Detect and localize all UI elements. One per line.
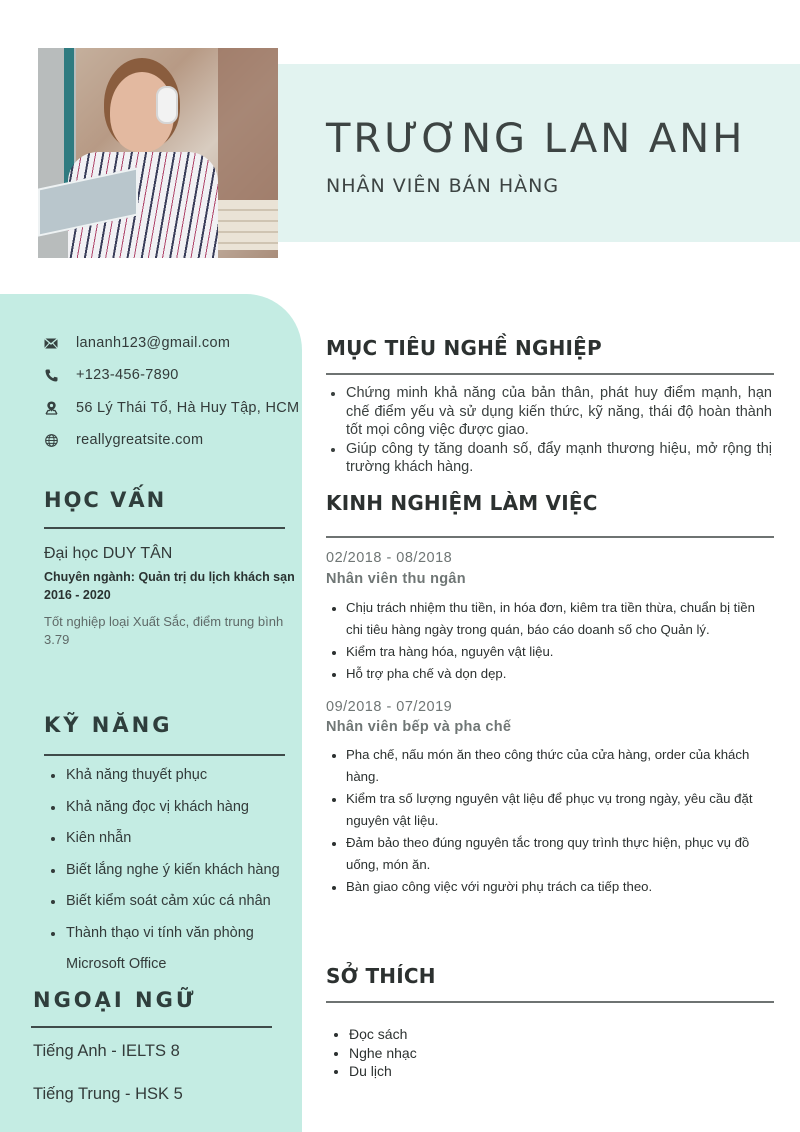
languages-title: NGOẠI NGỮ [33,988,197,1012]
skills-title: KỸ NĂNG [44,713,173,737]
job-duty: Đảm bảo theo đúng nguyên tắc trong quy trình thực hiện, phục vụ đồ uống, món ăn. [328,832,772,876]
hobbies-title: SỞ THÍCH [326,964,436,988]
candidate-role: NHÂN VIÊN BÁN HÀNG [326,175,560,197]
education-school: Đại học DUY TÂN [44,545,173,562]
location-pin-icon [44,401,58,415]
photo-brick-wall [218,48,278,218]
hobby-item: Đọc sách [332,1025,417,1044]
job-title: Nhân viên bếp và pha chế [326,719,512,735]
job-duty: Pha chế, nấu món ăn theo công thức của cửa hàng, order của khách hàng. [328,744,772,788]
job-title: Nhân viên thu ngân [326,571,466,587]
envelope-icon [44,336,58,350]
globe-icon [44,433,58,447]
skill-item-continuation: Microsoft Office [66,956,167,972]
objective-title: MỤC TIÊU NGHỀ NGHIỆP [326,336,602,360]
hobby-item: Du lịch [332,1062,417,1081]
job-duty: Kiểm tra hàng hóa, nguyên vật liệu. [328,641,772,663]
skill-item [48,918,298,981]
objective-divider [326,373,774,375]
hobby-item: Nghe nhạc [332,1044,417,1063]
skill-item: Biết kiểm soát cảm xúc cá nhân [48,886,298,918]
contact-website[interactable] [44,432,203,448]
skill-item: Khả năng đọc vị khách hàng [48,792,298,824]
contact-phone[interactable] [44,367,179,383]
contact-email[interactable] [44,335,230,351]
skill-item: Khả năng thuyết phục [48,760,298,792]
job-duty: Kiểm tra số lượng nguyên vật liệu để phục vụ trong ngày, yêu cầu đặt nguyên vật liệu. [328,788,772,832]
job-duties-list [328,744,772,898]
job-duty: Chịu trách nhiệm thu tiền, in hóa đơn, kiêm tra tiền thừa, chuẩn bị tiền chi tiêu hàng ngày trong quán, báo cáo doanh số cho Quản lý. [328,597,772,641]
languages-divider [31,1026,272,1028]
language-item: Tiếng Anh - IELTS 8 [33,1042,180,1060]
skill-item: Kiên nhẫn [48,823,298,855]
job-date: 09/2018 - 07/2019 [326,699,453,715]
objective-item: Chứng minh khả năng của bản thân, phát huy điểm mạnh, hạn chế điểm yếu và sử dụng kiến thức, kỹ năng, thái độ hoàn thành tốt mọi công việc được giao. [328,384,772,440]
language-item: Tiếng Trung - HSK 5 [33,1085,183,1103]
job-date: 02/2018 - 08/2018 [326,550,453,566]
education-years: 2016 - 2020 [44,588,111,602]
photo-headphone [156,86,178,124]
hobbies-list [332,1025,417,1081]
skill-item: Biết lắng nghe ý kiến khách hàng [48,855,298,887]
experience-divider [326,536,774,538]
objective-list [328,384,772,477]
education-title: HỌC VẤN [44,488,167,512]
job-duties-list [328,597,772,685]
experience-title: KINH NGHIỆM LÀM VIỆC [326,491,598,515]
candidate-name: TRƯƠNG LAN ANH [326,116,746,162]
phone-icon [44,368,58,382]
education-major: Chuyên ngành: Quản trị du lịch khách sạn [44,570,295,584]
objective-item: Giúp công ty tăng doanh số, đẩy mạnh thương hiệu, mở rộng thị trường khách hàng. [328,440,772,477]
phone-text: +123-456-7890 [76,367,179,383]
job-duty: Hỗ trợ pha chế và dọn dẹp. [328,663,772,685]
skills-divider [44,754,285,756]
hobbies-divider [326,1001,774,1003]
skill-item-text: Thành thạo vi tính văn phòng [66,924,254,941]
address-text: 56 Lý Thái Tổ, Hà Huy Tập, HCM [76,400,300,416]
website-text: reallygreatsite.com [76,432,204,448]
education-note: Tốt nghiệp loại Xuất Sắc, điểm trung bình 3.79 [44,614,284,647]
job-duty: Bàn giao công việc với người phụ trách ca tiếp theo. [328,876,772,898]
profile-photo [38,48,278,258]
education-divider [44,527,285,529]
skills-list [48,760,298,981]
contact-address[interactable] [44,400,299,416]
email-text: lananh123@gmail.com [76,335,231,351]
